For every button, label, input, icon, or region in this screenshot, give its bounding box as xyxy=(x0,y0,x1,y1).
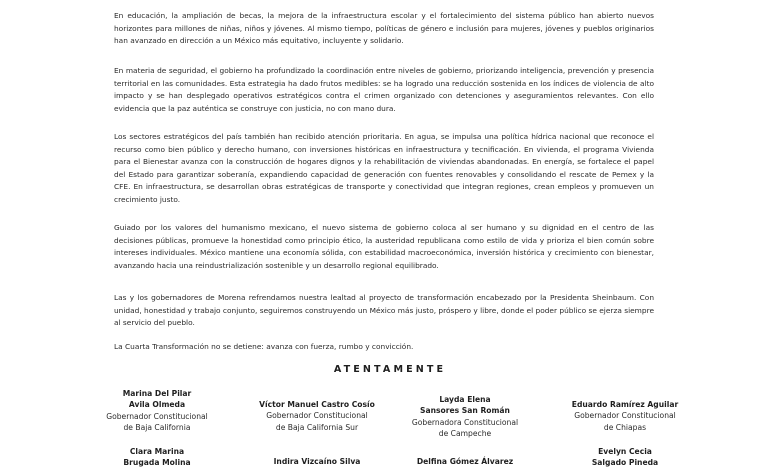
paragraph-strategic-sectors: Los sectores estratégicos del país también han recibido atención prioritaria. En agua, se impulsa una política hídrica nacional que reconoce el recurso como bien público y derecho humano, con inversiones históricas en infraestructura y tecnificación. En vivienda, el programa Vivienda para el Bienestar avanza con la construcción de hogares dignos y la rehabilitación de viviendas abandonadas. En energía, se fortalece el papel del Estado para garantizar soberanía, expandiendo capacidad de generación con fuentes renovables y consolidando el rescate de Pemex y la CFE. En infraestructura, se desarrollan obras estratégicas de transporte y conectividad que integran regiones, crean empleos y promueven un crecimiento justo. xyxy=(114,132,654,204)
signature-block xyxy=(242,456,392,467)
signer-role: Gobernadora Constitucional xyxy=(411,417,519,427)
signer-name: Indira Vizcaíno Silva xyxy=(273,457,361,466)
signer-role: Gobernador Constitucional xyxy=(574,411,676,421)
signature-block xyxy=(550,399,700,433)
paragraph-humanism: Guiado por los valores del humanismo mexicano, el nuevo sistema de gobierno coloca al ser humano y su dignidad en el centro de las decisiones públicas, promueve la honestidad como principio ético, la austeridad republicana como estilo de vida y prioriza el bien común sobre intereses individuales. México mantiene una economía sólida, con estabilidad macroeconómica, inversión histórica y crecimiento con bienestar, avanzando hacia una reindustrialización sostenible y un desarrollo regional equilibrado. xyxy=(114,223,654,270)
signer-name: Avila Olmeda xyxy=(128,400,186,410)
signer-role: de Baja California xyxy=(123,423,191,433)
signer-name: Clara Marina xyxy=(129,447,185,456)
signer-role: de Chiapas xyxy=(603,422,647,432)
signer-name: Víctor Manuel Castro Cosío xyxy=(259,400,375,409)
paragraph-loyalty: Las y los gobernadores de Morena refrendamos nuestra lealtad al proyecto de transformación encabezado por la Presidenta Sheinbaum. Con unidad, honestidad y trabajo conjunto, seguiremos construyendo un México más justo, próspero y libre, donde el poder público se ejerza siempre al servicio del pueblo. xyxy=(114,293,654,328)
closing-salutation: ATENTAMENTE xyxy=(333,364,447,375)
signer-name: Brugada Molina xyxy=(123,458,191,468)
signature-block xyxy=(82,446,232,469)
signer-name: Eduardo Ramírez Aguilar xyxy=(571,400,679,409)
signature-block xyxy=(390,456,540,467)
signature-block xyxy=(550,446,700,469)
signature-block xyxy=(390,394,540,440)
signer-name: Sansores San Román xyxy=(420,406,510,416)
signature-block xyxy=(82,388,232,434)
paragraph-education: En educación, la ampliación de becas, la mejora de la infraestructura escolar y el fortalecimiento del sistema público han abierto nuevos horizontes para millones de niñas, niños y jóvenes. Al mismo tiempo, políticas de género e inclusión para mujeres, jóvenes y pueblos originarios han avanzado en dirección a un México más equitativo, incluyente y solidario. xyxy=(114,11,654,46)
signer-name: Delfina Gómez Álvarez xyxy=(416,457,514,466)
signer-name: Evelyn Cecia xyxy=(598,447,652,456)
signer-name: Marina Del Pilar xyxy=(122,389,192,398)
paragraph-closing-line: La Cuarta Transformación no se detiene: avanza con fuerza, rumbo y convicción. xyxy=(114,342,414,351)
signature-block xyxy=(242,399,392,433)
signer-name: Layda Elena xyxy=(439,395,491,404)
signer-role: Gobernador Constitucional xyxy=(266,411,368,421)
paragraph-security: En materia de seguridad, el gobierno ha profundizado la coordinación entre niveles de gobierno, priorizando inteligencia, prevención y presencia territorial en las comunidades. Esta estrategia ha dado frutos medibles: se ha logrado una reducción sostenida en los índices de violencia de alto impacto y se han desplegado operativos estratégicos contra el crimen organizado con detenciones y aseguramientos relevantes. Con ello evidencia que la paz auténtica se construye con justicia, no con mano dura. xyxy=(114,66,654,113)
top-text-fragment xyxy=(114,0,148,4)
signer-role: de Campeche xyxy=(438,429,492,439)
signer-role: Gobernador Constitucional xyxy=(106,411,208,421)
signer-role: de Baja California Sur xyxy=(275,422,359,432)
signer-name: Salgado Pineda xyxy=(591,458,659,468)
